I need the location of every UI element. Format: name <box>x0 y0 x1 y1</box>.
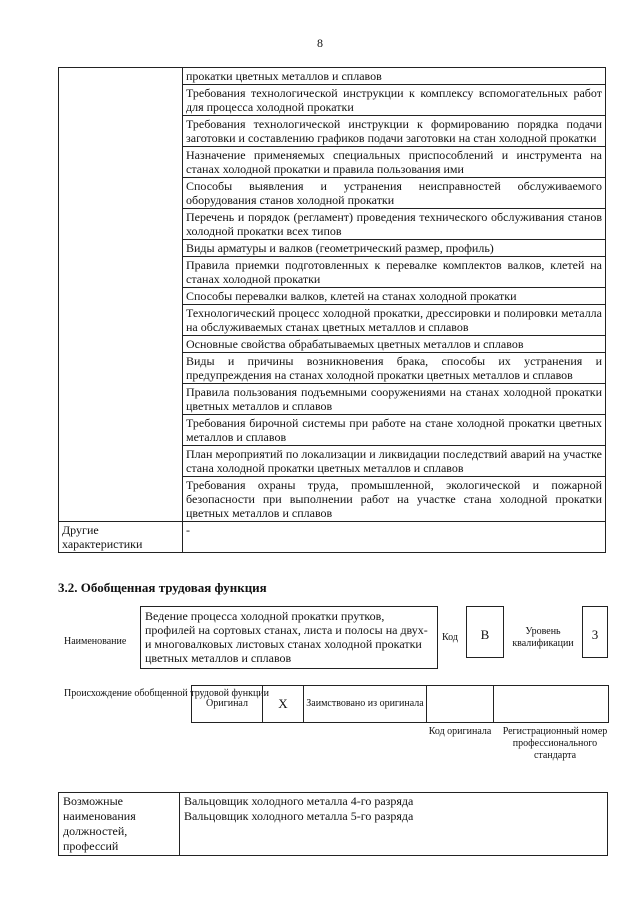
qualification-level-box: 3 <box>582 606 608 658</box>
name-label: Наименование <box>64 636 127 647</box>
requirement-item: Основные свойства обрабатываемых цветных металлов и сплавов <box>183 336 606 353</box>
requirements-table <box>58 67 606 553</box>
page-number: 8 <box>317 36 323 50</box>
requirement-item: Правила приемки подготовленных к перевалке комплектов валков, клетей на станах холодной прокатки <box>183 257 606 288</box>
positions-label: Возможные наименования должностей, профессий <box>59 793 180 856</box>
requirement-item: Способы перевалки валков, клетей на станах холодной прокатки <box>183 288 606 305</box>
requirement-item: Требования бирочной системы при работе на стане холодной прокатки цветных металлов и сплавов <box>183 415 606 446</box>
function-name-box: Ведение процесса холодной прокатки прутков, профилей на сортовых станах, листа и полосы на двух- и многовалковых листовых станах холодной прокатки цветных металлов и сплавов <box>140 606 438 669</box>
origin-table <box>191 685 609 723</box>
origin-label: Происхождение обобщенной трудовой функции <box>64 688 270 699</box>
section-heading: 3.2. Обобщенная трудовая функция <box>58 580 267 595</box>
other-characteristics-value: - <box>183 522 606 553</box>
requirement-item: прокатки цветных металлов и сплавов <box>183 68 606 85</box>
table-row <box>59 522 606 553</box>
reg-number-cell <box>494 686 609 723</box>
table-row <box>59 68 606 85</box>
table-row <box>192 686 609 723</box>
requirement-item: Виды арматуры и валков (геометрический размер, профиль) <box>183 240 606 257</box>
requirement-item: Требования технологической инструкции к формированию порядка подачи заготовки и составлению графиков подачи заготовки на стан холодной прокатки <box>183 116 606 147</box>
original-mark: X <box>263 686 304 723</box>
requirement-item: Способы выявления и устранения неисправностей обслуживаемого оборудования станов холодной прокатки <box>183 178 606 209</box>
requirement-item: Правила пользования подъемными сооружениями на станах холодной прокатки цветных металлов и сплавов <box>183 384 606 415</box>
requirement-item: Требования охраны труда, промышленной, экологической и пожарной безопасности при выполнении работ на участке стана холодной прокатки цветных металлов и сплавов <box>183 477 606 522</box>
borrowed-label: Заимствовано из оригинала <box>304 686 427 723</box>
list-item: Вальцовщик холодного металла 4-го разряда <box>184 794 414 808</box>
code-original-label: Код оригинала <box>428 726 492 737</box>
requirement-item: Виды и причины возникновения брака, способы их устранения и предупреждения на станах холодной прокатки цветных металлов и сплавов <box>183 353 606 384</box>
positions-table <box>58 792 608 856</box>
requirement-item: Назначение применяемых специальных приспособлений и инструмента на станах холодной прокатки и правила пользования ими <box>183 147 606 178</box>
requirement-item: Требования технологической инструкции к комплексу вспомогательных работ для процесса холодной прокатки <box>183 85 606 116</box>
requirement-item: Перечень и порядок (регламент) проведения технического обслуживания станов холодной прокатки всех типов <box>183 209 606 240</box>
code-label: Код <box>442 632 458 643</box>
other-characteristics-label: Другие характеристики <box>59 522 183 553</box>
original-label: Оригинал <box>192 686 263 723</box>
list-item: Вальцовщик холодного металла 5-го разряда <box>184 809 414 823</box>
left-label-cell <box>59 68 183 522</box>
table-row <box>59 793 608 856</box>
requirement-item: Технологический процесс холодной прокатки, дрессировки и полировки металла на обслуживаемых станах цветных металлов и сплавов <box>183 305 606 336</box>
positions-list <box>180 793 608 856</box>
qualification-level-label: Уровень квалификации <box>512 626 574 649</box>
reg-number-label: Регистрационный номер профессионального стандарта <box>502 726 608 761</box>
code-original-cell <box>427 686 494 723</box>
requirement-item: План мероприятий по локализации и ликвидации последствий аварий на участке стана холодной прокатки цветных металлов и сплавов <box>183 446 606 477</box>
code-value-box: В <box>466 606 504 658</box>
